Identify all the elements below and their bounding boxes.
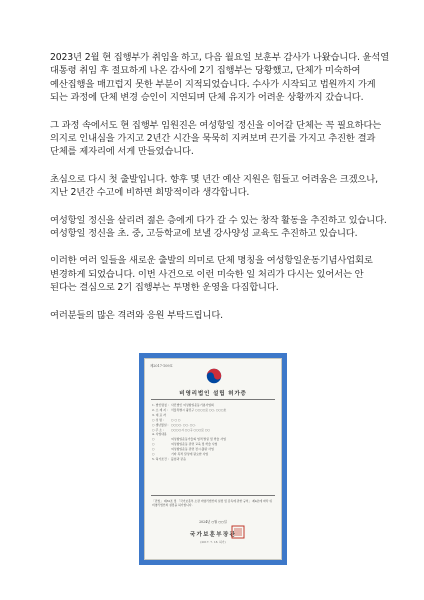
paragraph-6: 여러분들의 많은 격려와 응원 부탁드립니다. [50,309,223,321]
certificate-date: 2024년 ○월 ○○일 [199,520,227,524]
divider [151,399,275,400]
certificate-title: 비영리법인 설립 허가증 [179,391,247,397]
letter-body [50,51,390,336]
official-seal-icon [231,525,245,539]
certificate-field: ○ 생년월일 : ○○○○. ○○. ○○. [152,422,196,427]
paragraph-2: 그 과정 속에서도 현 집행부 임원진은 여성항일 정신을 이어갈 단체는 꼭 필요하다는 의지로 인내심을 가지고 2년간 시간을 묵묵히 지켜보며 끈기를 가지고 추진한 결과 단체를 제자리에 서게 만들었습니다. [50,119,382,158]
certificate [144,358,282,560]
paragraph-4: 여성항일 정신을 살리려 젊은 층에게 다가 갈 수 있는 창작 활동을 추진하고 있습니다. 여성항일 정신을 초. 중, 고등학교에 보낼 강사양성 교육도 추진하고 있습니다. [50,214,387,240]
certificate-field: ○ 성 명 : ○ ○ ○ [152,417,181,422]
certificate-field: 3. 대 표 자 [152,412,166,417]
certificate-field: 5. 허가조건 : 붙임과 같음 [152,456,186,461]
certificate-field: 1. 법인명칭 : 사단법인 여성항일운동기념사업회 [152,403,214,407]
certificate-field: ○ 여성항일운동 관련 전시·출판 사업 [152,447,214,452]
divider [151,495,275,496]
certificate-fields [152,403,274,462]
certificate-field: ○ 주 소 : ○○○○시 ○○구 ○○○로 ○○ [152,427,210,432]
paragraph-3: 초심으로 다시 첫 출발입니다. 향후 몇 년간 예산 지원은 힘들고 어려움은 크겠으나, 지난 2년간 수고에 비하면 희망적이라 생각합니다. [50,173,378,199]
certificate-field: 2. 소 재 지 : 서울특별시 광진구 ○○○○로 ○○, ○○○호 [152,407,227,412]
government-emblem-icon [206,368,222,384]
paragraph-1: 2023년 2월 현 집행부가 취임을 하고, 다음 월요일 보훈부 감사가 나왔습니다. 윤석열 대통령 취임 후 절묘하게 나온 감사에 2기 집행부는 당황했고, 단체가 미숙하여 예산집행을 매끄럽지 못한 부분이 지적되었습니다. 수사가 시작되고 법원까지 가게 되는 과정에 단체 변경 승인이 지연되며 단체 유지가 어려운 상황까지 갔습니다. [50,52,390,104]
paragraph-5: 이러한 여러 일들을 새로운 출발의 의미로 단체 명칭을 여성항일운동기념사업회로 변경하게 되었습니다. 이번 사건으로 이런 미숙한 일 처리가 다시는 있어서는 안 된다는 결심으로 2기 집행부는 투명한 운영을 다짐합니다. [50,255,373,294]
certificate-subtext: (2017. 7. 18. 허가) [200,540,226,544]
certificate-legal-text: 「민법」 제32조 및 「국가보훈부 소관 비영리법인의 설립 및 감독에 관한 규칙」 제4조에 따라 위 비영리법인의 설립을 허가합니다. [152,499,272,508]
certificate-field: ○ 기타 목적 달성에 필요한 사업 [152,452,209,457]
certificate-image [139,353,287,565]
certificate-field: ○ 여성항일운동 관련 교육 및 학술 사업 [152,442,218,447]
certificate-field: ○ 여성항일운동가들의 업적 발굴 및 학술 사업 [152,437,226,442]
certificate-issuer: 국가보훈부장관 [189,532,237,538]
certificate-number: 제2017-109호 [150,364,173,368]
certificate-field: 4. 사업내용 [152,432,167,437]
